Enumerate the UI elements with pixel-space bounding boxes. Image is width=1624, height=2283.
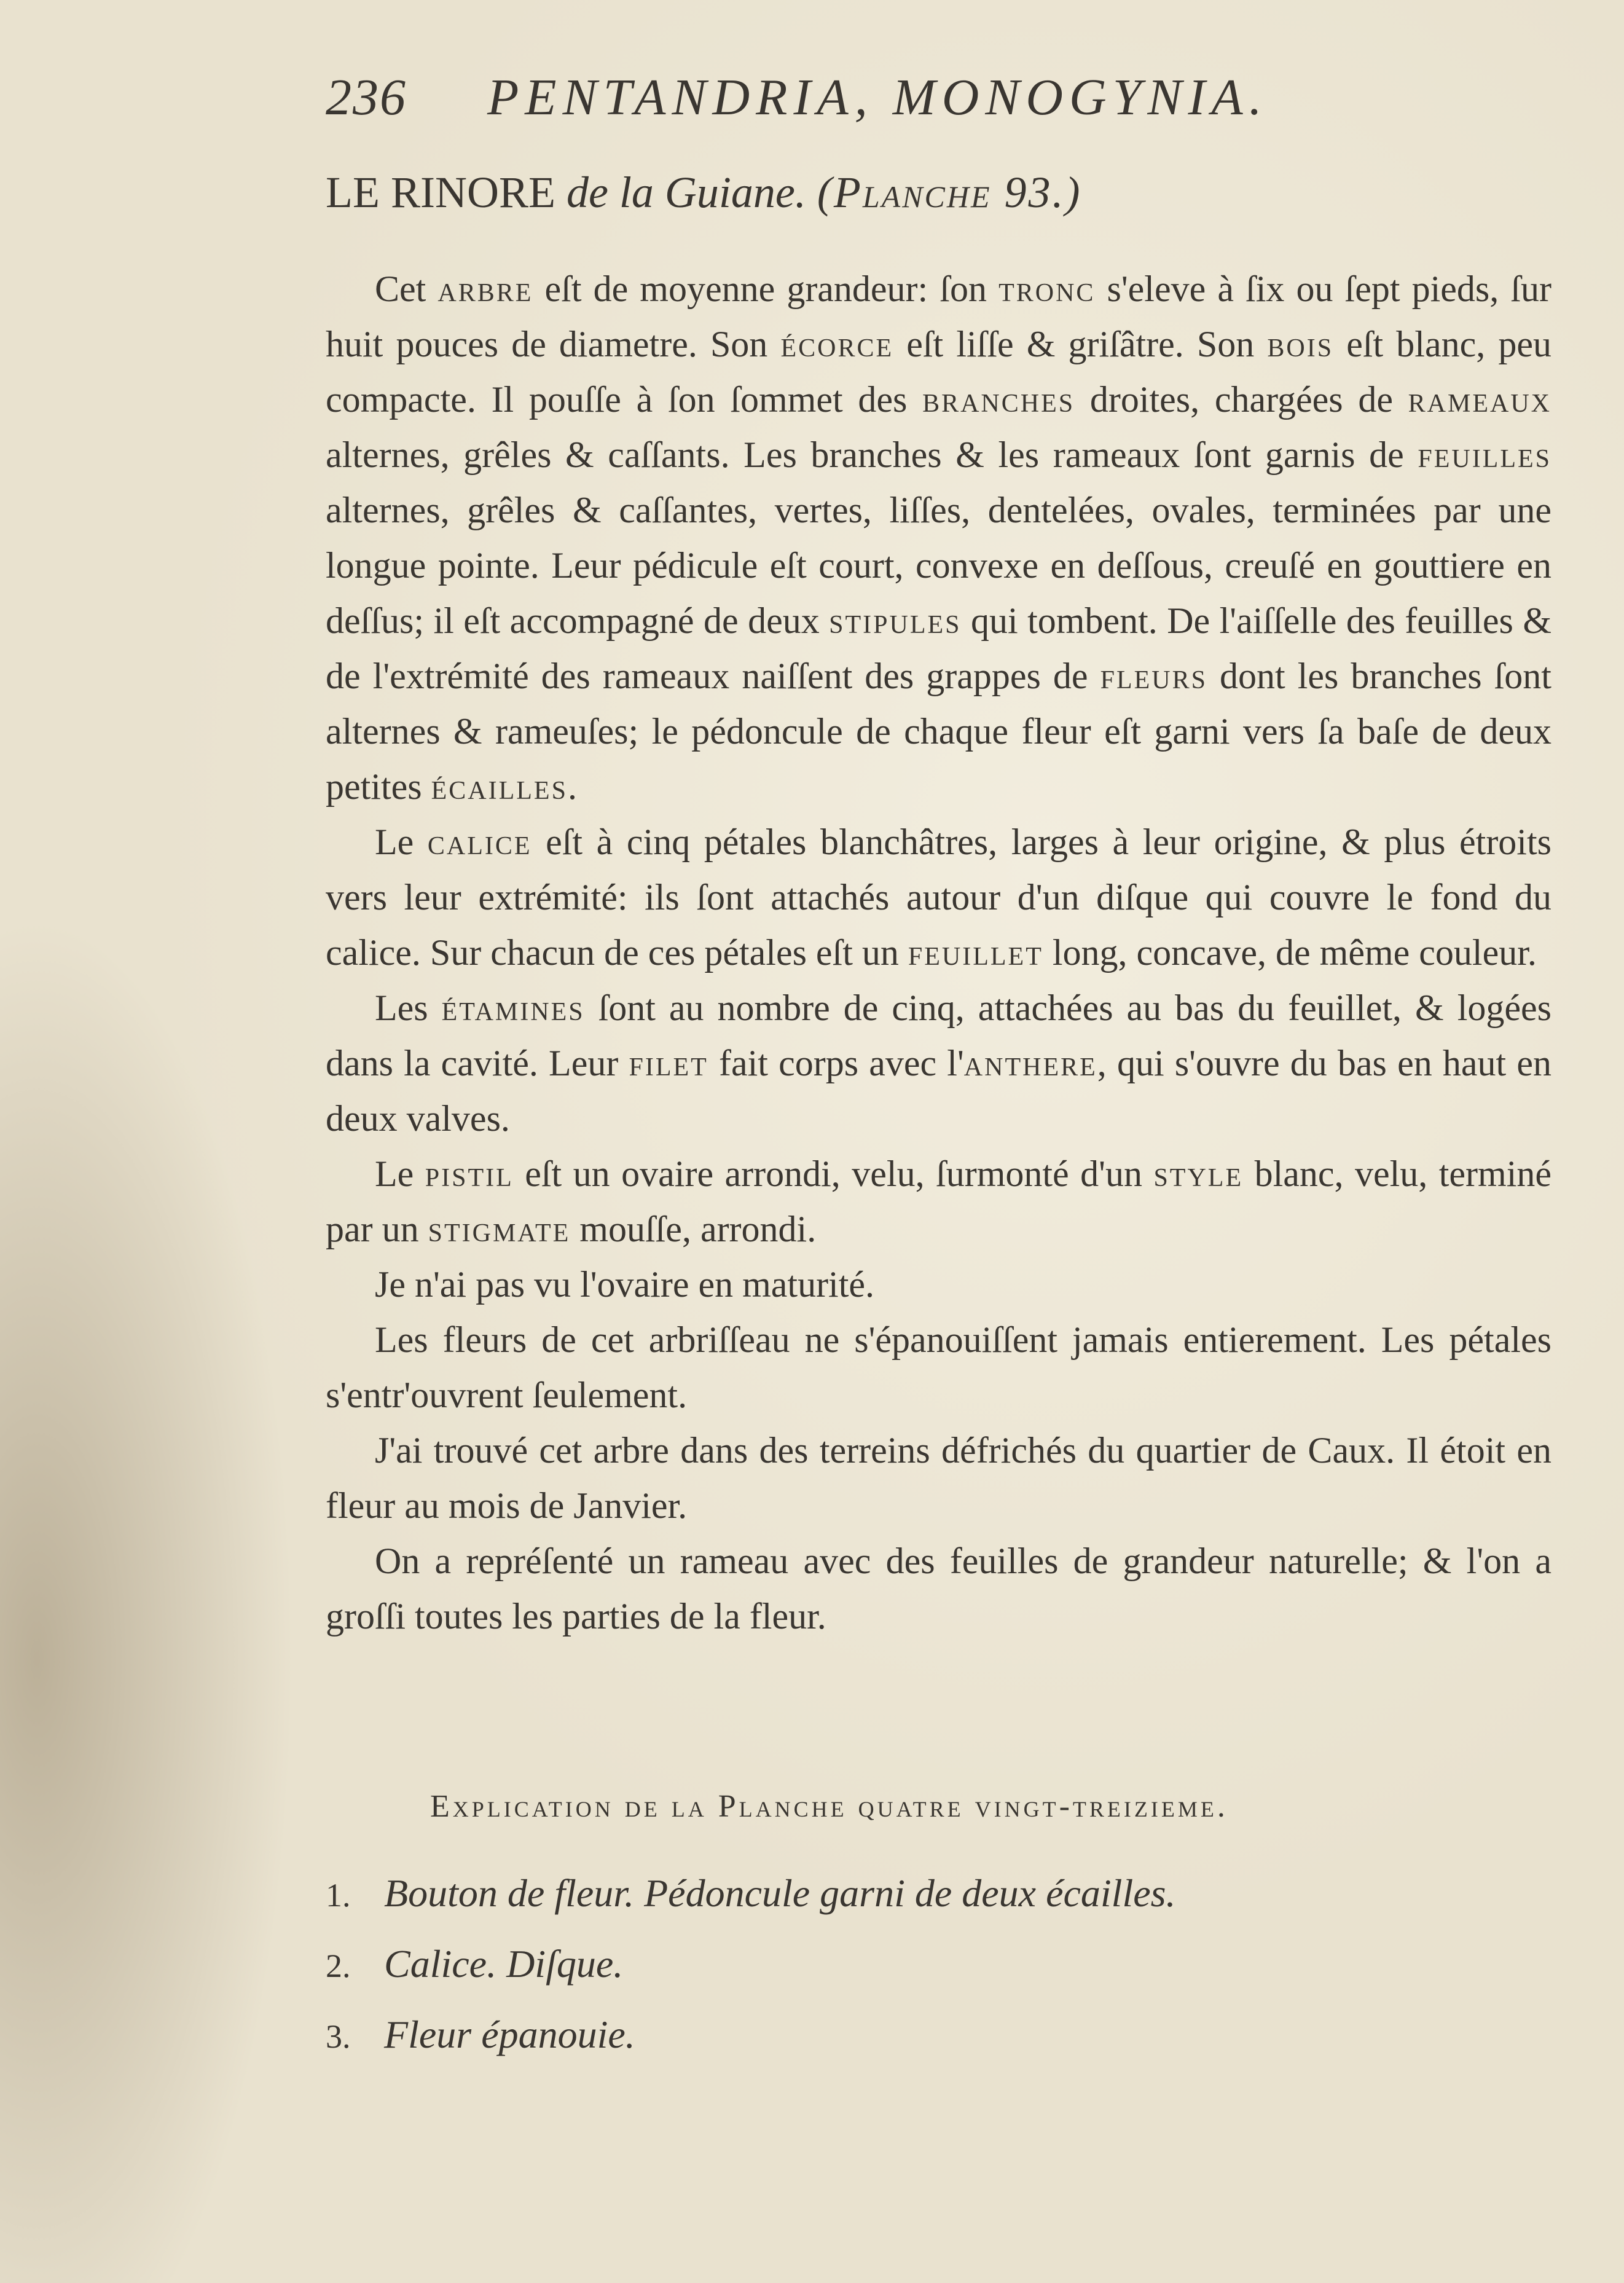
text-run: Cet: [375, 269, 438, 309]
term: stigmate: [428, 1209, 571, 1249]
term: stipules: [829, 600, 962, 641]
item-text: Calice. Diſque.: [384, 1942, 624, 1986]
text-run: eſt blanc, peu compacte. Il pouſſe à ſon ſommet des: [326, 324, 1551, 420]
text-run: qui tombent. De l'aiſſelle des feuilles & de l'extrémité des rameaux naiſſent des grappes de: [326, 600, 1551, 696]
text-run: eſt de moyenne grandeur: ſon: [533, 269, 999, 309]
running-title: PENTANDRIA, MONOGYNIA.: [487, 69, 1268, 126]
text-run: droites, chargées de: [1075, 379, 1408, 420]
text-run: On a repréſenté un rameau avec des feuilles de grandeur naturelle; & l'on a groſſi toutes les parties de la fleur.: [326, 1541, 1551, 1637]
plant-name: LE RINORE: [326, 168, 555, 217]
text-run: ſont au nombre de cinq, attachées au bas du feuillet, & logées dans la cavité. Leur: [326, 988, 1551, 1083]
term: pistil: [425, 1153, 514, 1194]
text-run: J'ai trouvé cet arbre dans des terreins défrichés du quartier de Caux. Il étoit en fleur au mois de Janvier.: [326, 1430, 1551, 1526]
paragraph: [326, 980, 1551, 1146]
paragraph: [326, 1423, 1551, 1533]
text-run: Le: [375, 1153, 425, 1194]
item-text: Bouton de fleur. Pédoncule garni de deux écailles.: [384, 1871, 1176, 1915]
text-run: fait corps avec l': [708, 1043, 964, 1083]
article-title: [326, 167, 1082, 218]
term: écorce: [780, 324, 894, 364]
term: feuilles: [1418, 434, 1551, 475]
text-run: Les: [375, 988, 442, 1028]
term: arbre: [437, 269, 533, 309]
term: feuillet: [908, 932, 1043, 973]
item-text: Fleur épanouie.: [384, 2013, 635, 2056]
term: calice: [427, 822, 532, 862]
list-item: [326, 1859, 1493, 1930]
text-run: s'eleve à ſix ou ſept pieds, ſur huit pouces de diametre. Son: [326, 269, 1551, 364]
paragraph: [326, 1312, 1551, 1423]
text-run: Le: [375, 822, 428, 862]
paragraph: [326, 814, 1551, 980]
plant-locality: de la Guiane.: [566, 168, 806, 217]
term: anthere: [963, 1043, 1097, 1083]
item-number: 1.: [326, 1877, 351, 1914]
text-run: eſt à cinq pétales blanchâtres, larges à leur origine, & plus étroits vers leur extrémité: ils ſont attachés autour d'un diſque qui couvre le fond du calice. Sur chacun de ces pétales eſt un: [326, 822, 1551, 973]
term: rameaux: [1408, 379, 1552, 420]
text-run: dont les branches ſont alternes & rameuſes; le pédoncule de chaque fleur eſt garni vers ſa baſe de deux petites: [326, 656, 1551, 807]
term: écailles: [431, 766, 568, 807]
item-number: 3.: [326, 2018, 351, 2055]
text-run: eſt liſſe & griſâtre. Son: [893, 324, 1268, 364]
term: étamines: [441, 988, 585, 1028]
term: tronc: [998, 269, 1096, 309]
list-item: [326, 2000, 1493, 2071]
text-run: , qui s'ouvre du bas en haut en deux valves.: [326, 1043, 1551, 1139]
term: bois: [1267, 324, 1334, 364]
text-run: long, concave, de même couleur.: [1043, 932, 1537, 973]
paragraph: [326, 261, 1551, 814]
explication-title: Explication de la Planche quatre vingt-treizieme.: [430, 1789, 1228, 1824]
text-run: eſt un ovaire arrondi, velu, ſurmonté d'un: [513, 1153, 1154, 1194]
text-run: blanc, velu, terminé par un: [326, 1153, 1552, 1249]
description-text: [326, 261, 1551, 1644]
page-number: 236: [326, 69, 407, 126]
paragraph: [326, 1146, 1551, 1257]
paragraph: [326, 1533, 1551, 1644]
text-run: mouſſe, arrondi.: [570, 1209, 817, 1249]
plate-reference: (Planche 93.): [817, 168, 1082, 217]
term: fleurs: [1100, 656, 1207, 696]
list-item: [326, 1930, 1493, 2000]
text-run: alternes, grêles & caſſantes, vertes, liſſes, dentelées, ovales, terminées par une longue pointe. Leur pédicule eſt court, convexe en deſſous, creuſé en gouttiere en deſſus; il eſt accompagné de deux: [326, 490, 1551, 641]
item-number: 2.: [326, 1947, 351, 1984]
term: branches: [922, 379, 1075, 420]
term: filet: [629, 1043, 708, 1083]
text-run: alternes, grêles & caſſants. Les branches & les rameaux ſont garnis de: [326, 434, 1418, 475]
term: style: [1153, 1153, 1244, 1194]
paragraph: [326, 1257, 1551, 1312]
running-head: [326, 68, 1401, 127]
plate-explanation-list: [326, 1859, 1493, 2071]
text-run: .: [567, 766, 577, 807]
text-run: Je n'ai pas vu l'ovaire en maturité.: [375, 1264, 875, 1305]
text-run: Les fleurs de cet arbriſſeau ne s'épanouiſſent jamais entierement. Les pétales s'entr'ouvrent ſeulement.: [326, 1319, 1551, 1415]
